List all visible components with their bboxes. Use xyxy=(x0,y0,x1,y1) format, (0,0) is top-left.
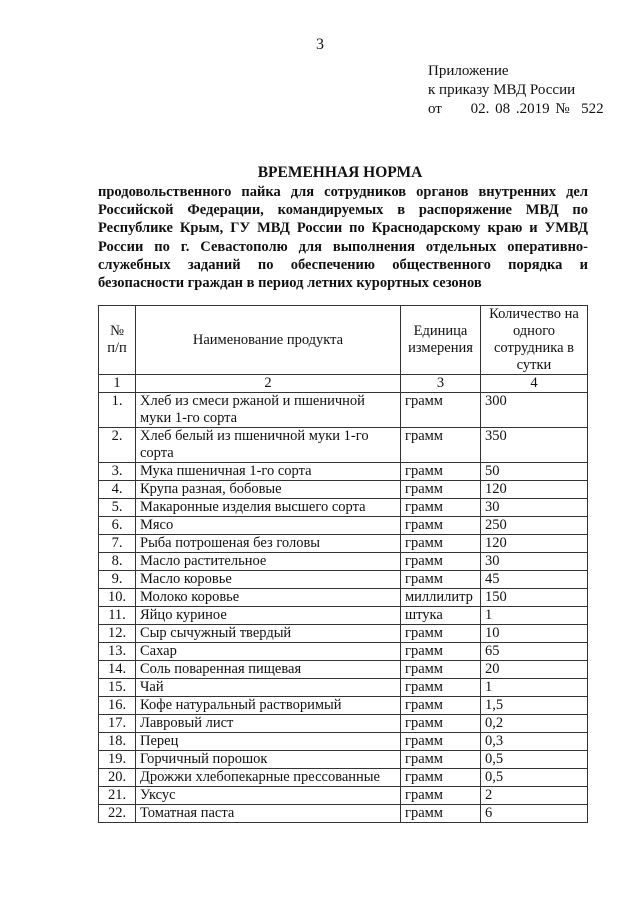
product-name: Сахар xyxy=(136,643,401,661)
quantity: 150 xyxy=(481,589,588,607)
table-row xyxy=(99,679,588,697)
product-name: Мука пшеничная 1-го сорта xyxy=(136,463,401,481)
quantity: 50 xyxy=(481,463,588,481)
table-row xyxy=(99,481,588,499)
product-name: Чай xyxy=(136,679,401,697)
quantity: 20 xyxy=(481,661,588,679)
row-number: 8. xyxy=(99,553,136,571)
row-number: 2. xyxy=(99,428,136,463)
appendix-date: от 02. 08 .2019 № 522 xyxy=(428,101,604,117)
table-row xyxy=(99,571,588,589)
table-row xyxy=(99,733,588,751)
product-name: Мясо xyxy=(136,517,401,535)
row-number: 6. xyxy=(99,517,136,535)
appendix-order: к приказу МВД России xyxy=(428,82,576,98)
table-row xyxy=(99,751,588,769)
product-name: Уксус xyxy=(136,787,401,805)
unit: грамм xyxy=(401,553,481,571)
unit: грамм xyxy=(401,769,481,787)
header-unit: Единица измерения xyxy=(401,306,481,375)
table-row xyxy=(99,607,588,625)
quantity: 1 xyxy=(481,679,588,697)
table-row xyxy=(99,535,588,553)
unit: грамм xyxy=(401,715,481,733)
header-quantity: Количество на одного сотрудника в сутки xyxy=(481,306,588,375)
table-row xyxy=(99,553,588,571)
table-row xyxy=(99,463,588,481)
quantity: 0,3 xyxy=(481,733,588,751)
row-number: 11. xyxy=(99,607,136,625)
column-number: 1 xyxy=(99,375,136,393)
quantity: 0,5 xyxy=(481,769,588,787)
unit: грамм xyxy=(401,481,481,499)
quantity: 65 xyxy=(481,643,588,661)
product-name: Кофе натуральный растворимый xyxy=(136,697,401,715)
row-number: 9. xyxy=(99,571,136,589)
quantity: 0,5 xyxy=(481,751,588,769)
quantity: 30 xyxy=(481,553,588,571)
appendix-label: Приложение xyxy=(428,63,509,79)
row-number: 13. xyxy=(99,643,136,661)
product-name: Томатная паста xyxy=(136,805,401,823)
row-number: 14. xyxy=(99,661,136,679)
unit: грамм xyxy=(401,393,481,428)
unit: грамм xyxy=(401,428,481,463)
product-name: Хлеб белый из пшеничной муки 1-го сорта xyxy=(136,428,401,463)
unit: грамм xyxy=(401,625,481,643)
unit: грамм xyxy=(401,499,481,517)
product-name: Хлеб из смеси ржаной и пшеничной муки 1-го сорта xyxy=(136,393,401,428)
unit: грамм xyxy=(401,805,481,823)
quantity: 120 xyxy=(481,481,588,499)
product-name: Сыр сычужный твердый xyxy=(136,625,401,643)
product-name: Макаронные изделия высшего сорта xyxy=(136,499,401,517)
product-name: Горчичный порошок xyxy=(136,751,401,769)
row-number: 16. xyxy=(99,697,136,715)
appendix-block xyxy=(428,62,604,119)
row-number: 19. xyxy=(99,751,136,769)
quantity: 1,5 xyxy=(481,697,588,715)
document-title: ВРЕМЕННАЯ НОРМА xyxy=(257,164,423,181)
quantity: 120 xyxy=(481,535,588,553)
unit: грамм xyxy=(401,643,481,661)
column-numbers-row xyxy=(99,375,588,393)
product-name: Крупа разная, бобовые xyxy=(136,481,401,499)
quantity: 1 xyxy=(481,607,588,625)
row-number: 15. xyxy=(99,679,136,697)
quantity: 350 xyxy=(481,428,588,463)
row-number: 7. xyxy=(99,535,136,553)
row-number: 3. xyxy=(99,463,136,481)
product-name: Рыба потрошеная без головы xyxy=(136,535,401,553)
table-row xyxy=(99,393,588,428)
table-row xyxy=(99,428,588,463)
quantity: 2 xyxy=(481,787,588,805)
table-row xyxy=(99,517,588,535)
product-name: Лавровый лист xyxy=(136,715,401,733)
unit: штука xyxy=(401,607,481,625)
product-name: Молоко коровье xyxy=(136,589,401,607)
product-name: Перец xyxy=(136,733,401,751)
table-row xyxy=(99,499,588,517)
table-row xyxy=(99,589,588,607)
document-subtitle: продовольственного пайка для сотрудников органов внутренних дел Российской Федерации, командируемых в распоряжение МВД по Республике Крым, ГУ МВД России по Краснодарскому краю и УМВД России по г. Севастополю для выполнения отдельных оперативно-служебных заданий по обеспечению общественного порядка и безопасности граждан в период летних курортных сезонов xyxy=(98,184,588,292)
quantity: 250 xyxy=(481,517,588,535)
unit: грамм xyxy=(401,787,481,805)
quantity: 6 xyxy=(481,805,588,823)
column-number: 2 xyxy=(136,375,401,393)
product-name: Масло растительное xyxy=(136,553,401,571)
header-number: № п/п xyxy=(99,306,136,375)
row-number: 22. xyxy=(99,805,136,823)
row-number: 21. xyxy=(99,787,136,805)
row-number: 1. xyxy=(99,393,136,428)
row-number: 5. xyxy=(99,499,136,517)
table-row xyxy=(99,625,588,643)
row-number: 10. xyxy=(99,589,136,607)
quantity: 10 xyxy=(481,625,588,643)
unit: грамм xyxy=(401,697,481,715)
table-row xyxy=(99,697,588,715)
row-number: 12. xyxy=(99,625,136,643)
row-number: 18. xyxy=(99,733,136,751)
table-row xyxy=(99,643,588,661)
quantity: 30 xyxy=(481,499,588,517)
table-row xyxy=(99,715,588,733)
column-number: 4 xyxy=(481,375,588,393)
table-row xyxy=(99,787,588,805)
unit: грамм xyxy=(401,571,481,589)
unit: грамм xyxy=(401,535,481,553)
row-number: 17. xyxy=(99,715,136,733)
quantity: 45 xyxy=(481,571,588,589)
product-name: Масло коровье xyxy=(136,571,401,589)
unit: грамм xyxy=(401,751,481,769)
row-number: 4. xyxy=(99,481,136,499)
header-product: Наименование продукта xyxy=(136,306,401,375)
unit: миллилитр xyxy=(401,589,481,607)
table-row xyxy=(99,661,588,679)
ration-table xyxy=(98,305,588,823)
quantity: 0,2 xyxy=(481,715,588,733)
unit: грамм xyxy=(401,733,481,751)
product-name: Соль поваренная пищевая xyxy=(136,661,401,679)
product-name: Дрожжи хлебопекарные прессованные xyxy=(136,769,401,787)
page-number: 3 xyxy=(316,36,324,53)
unit: грамм xyxy=(401,463,481,481)
table-row xyxy=(99,769,588,787)
quantity: 300 xyxy=(481,393,588,428)
row-number: 20. xyxy=(99,769,136,787)
column-number: 3 xyxy=(401,375,481,393)
table-header-row xyxy=(99,306,588,375)
unit: грамм xyxy=(401,517,481,535)
unit: грамм xyxy=(401,679,481,697)
unit: грамм xyxy=(401,661,481,679)
table-row xyxy=(99,805,588,823)
product-name: Яйцо куриное xyxy=(136,607,401,625)
